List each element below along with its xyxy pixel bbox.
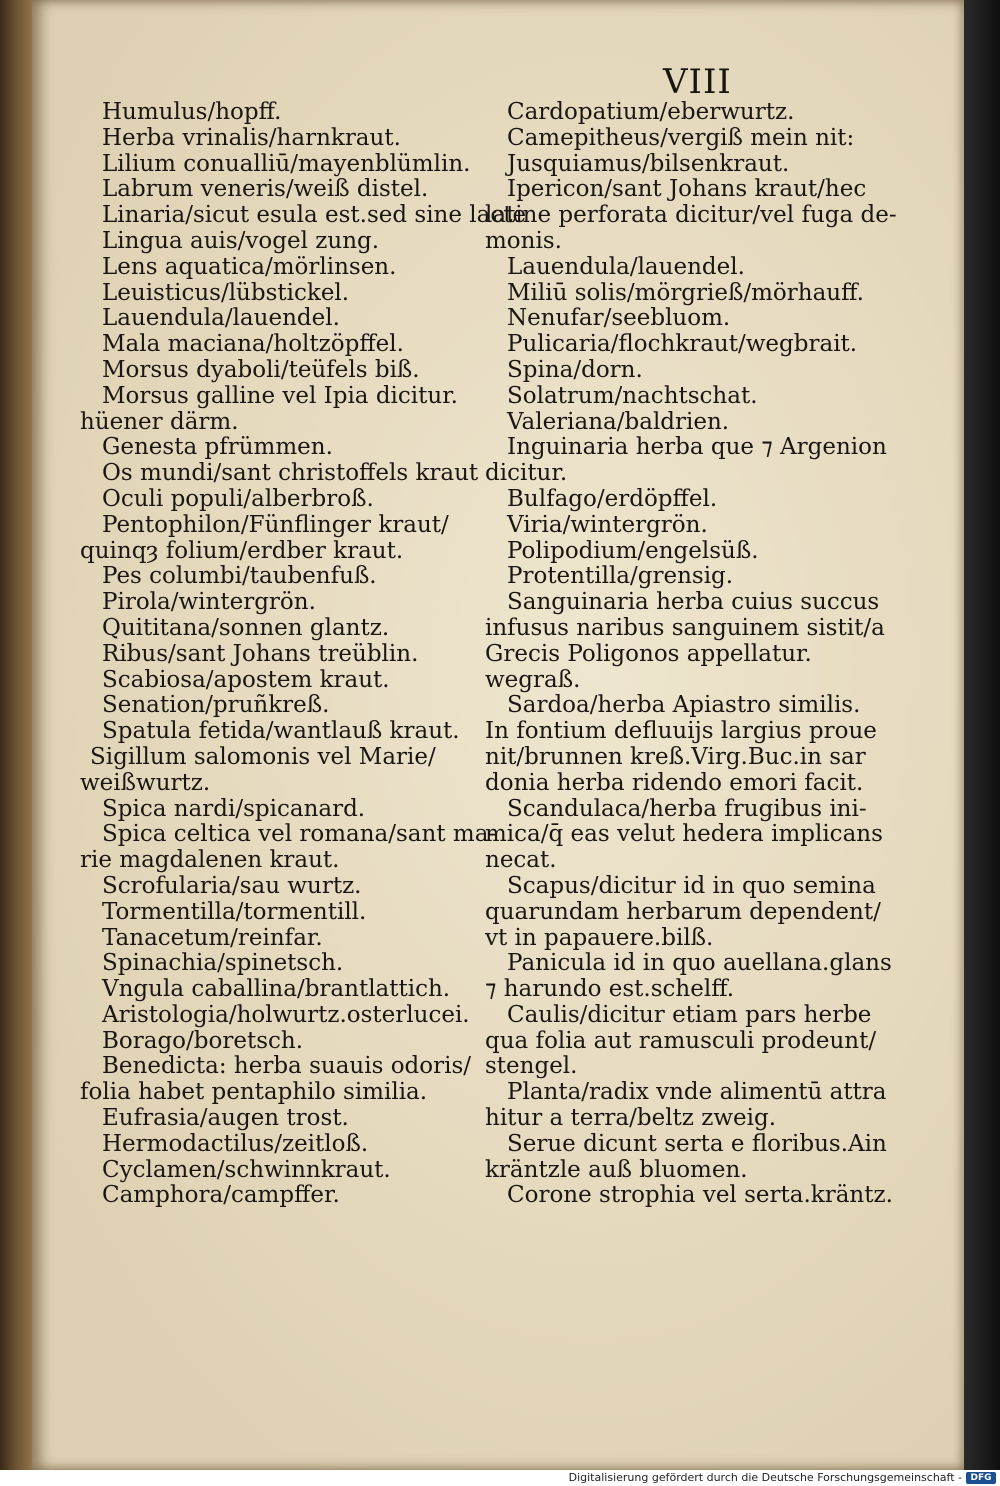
dfg-logo: DFG xyxy=(966,1472,996,1484)
text-line: quinqȝ folium/erdber kraut. xyxy=(80,537,404,564)
text-line: Panicula id in quo auellana.glans xyxy=(507,950,892,977)
text-line: ⁊ harundo est.schelff. xyxy=(485,976,735,1003)
text-line: Viria/wintergrön. xyxy=(507,511,708,538)
text-line: Vngula caballina/brantlattich. xyxy=(102,976,451,1003)
text-line: Lens aquatica/mörlinsen. xyxy=(102,253,397,280)
text-line: Os mundi/sant christoffels kraut xyxy=(102,460,479,487)
text-line: wegraß. xyxy=(485,666,581,693)
text-line: qua folia aut ramusculi prodeunt/ xyxy=(485,1027,877,1054)
footer-bar xyxy=(0,1470,1000,1486)
text-line: Ipericon/sant Johans kraut/hec xyxy=(507,176,867,203)
text-line: Lilium conualliū/mayenblümlin. xyxy=(102,150,471,177)
text-line: Eufrasia/augen trost. xyxy=(102,1105,349,1132)
text-line: Pes columbi/taubenfuß. xyxy=(102,563,377,590)
text-line: Caulis/dicitur etiam pars herbe xyxy=(507,1001,872,1028)
text-line: Borago/boretsch. xyxy=(102,1027,304,1054)
text-line: Labrum veneris/weiß distel. xyxy=(102,176,429,203)
folio-number: VIII xyxy=(663,62,732,102)
text-line: monis. xyxy=(485,227,562,254)
text-line: dicitur. xyxy=(485,460,568,487)
text-line: Protentilla/grensig. xyxy=(507,563,734,590)
text-line: Tanacetum/reinfar. xyxy=(102,924,323,951)
text-line: donia herba ridendo emori facit. xyxy=(485,769,864,796)
text-line: Spinachia/spinetsch. xyxy=(102,950,344,977)
text-line: kräntzle auß bluomen. xyxy=(485,1156,748,1183)
text-line: Spatula fetida/wantlauß kraut. xyxy=(102,718,460,745)
text-line: folia habet pentaphilo similia. xyxy=(80,1079,428,1106)
text-line: Scapus/dicitur id in quo semina xyxy=(507,872,876,899)
text-line: necat. xyxy=(485,847,557,874)
text-line: Sanguinaria herba cuius succus xyxy=(507,589,880,616)
text-line: Ribus/sant Johans treüblin. xyxy=(102,640,419,667)
text-line: Sigillum salomonis vel Marie/ xyxy=(90,743,436,770)
text-line: Mala maciana/holtzöpffel. xyxy=(102,331,404,358)
text-line: Camphora/campffer. xyxy=(102,1182,340,1209)
text-line: Lauendula/lauendel. xyxy=(102,305,340,332)
text-line: Polipodium/engelsüß. xyxy=(507,537,759,564)
text-line: latine perforata dicitur/vel fuga de- xyxy=(485,202,897,229)
text-line: Morsus dyaboli/teüfels biß. xyxy=(102,356,420,383)
text-line: Serue dicunt serta e floribus.Ain xyxy=(507,1130,887,1157)
text-line: vt in papauere.bilß. xyxy=(485,924,714,951)
text-line: weißwurtz. xyxy=(80,769,211,796)
text-line: Senation/pruñkreß. xyxy=(102,692,330,719)
text-line: Spica nardi/spicanard. xyxy=(102,795,366,822)
text-line: stengel. xyxy=(485,1053,578,1080)
text-line: rie magdalenen kraut. xyxy=(80,847,340,874)
text-line: Hermodactilus/zeitloß. xyxy=(102,1130,369,1157)
text-line: Bulfago/erdöpffel. xyxy=(507,485,718,512)
text-line: Spica celtica vel romana/sant ma- xyxy=(102,821,497,848)
text-line: Grecis Poligonos appellatur. xyxy=(485,640,812,667)
text-line: Herba vrinalis/harnkraut. xyxy=(102,124,401,151)
right-column xyxy=(485,99,897,1209)
text-line: Genesta pfrümmen. xyxy=(102,434,333,461)
text-line: Cardopatium/eberwurtz. xyxy=(507,99,795,125)
text-line: Oculi populi/alberbroß. xyxy=(102,485,374,512)
text-line: Camepitheus/vergiß mein nit: xyxy=(507,124,855,151)
text-line: Solatrum/nachtschat. xyxy=(507,382,758,409)
text-line: Jusquiamus/bilsenkraut. xyxy=(507,150,790,177)
text-line: Sardoa/herba Apiastro similis. xyxy=(507,692,861,719)
text-line: Scabiosa/apostem kraut. xyxy=(102,666,390,693)
text-line: Planta/radix vnde alimentū attra xyxy=(507,1079,887,1106)
text-line: In fontium defluuijs largius proue xyxy=(485,718,877,745)
footer-credit: Digitalisierung gefördert durch die Deutsche Forschungsgemeinschaft - xyxy=(568,1471,962,1484)
text-line: Benedicta: herba suauis odoris/ xyxy=(102,1053,472,1080)
text-line: nit/brunnen kreß.Virg.Buc.in sar xyxy=(485,743,866,770)
text-line: Morsus galline vel Ipia dicitur. xyxy=(102,382,458,409)
text-line: Tormentilla/tormentill. xyxy=(102,898,367,925)
text-line: Humulus/hopff. xyxy=(102,99,282,125)
scan-border xyxy=(964,0,1000,1470)
text-line: Quititana/sonnen glantz. xyxy=(102,614,390,641)
text-line: Linaria/sicut esula est.sed sine lacte xyxy=(102,202,527,229)
text-line: hitur a terra/beltz zweig. xyxy=(485,1105,777,1132)
text-line: Pirola/wintergrön. xyxy=(102,589,316,616)
text-line: Leuisticus/lübstickel. xyxy=(102,279,350,306)
text-line: Lingua auis/vogel zung. xyxy=(102,227,380,254)
text-line: mica/q̄ eas velut hedera implicans xyxy=(485,821,883,848)
text-line: infusus naribus sanguinem sistit/a xyxy=(485,614,885,641)
text-line: Scrofularia/sau wurtz. xyxy=(102,872,362,899)
text-line: Lauendula/lauendel. xyxy=(507,253,745,280)
text-line: Nenufar/seebluom. xyxy=(507,305,731,332)
text-line: Pentophilon/Fünflinger kraut/ xyxy=(102,511,449,538)
text-line: Spina/dorn. xyxy=(507,356,643,383)
text-line: Scandulaca/herba frugibus ini- xyxy=(507,795,867,822)
text-line: Pulicaria/flochkraut/wegbrait. xyxy=(507,331,858,358)
text-line: hüener därm. xyxy=(80,408,239,435)
text-line: Corone strophia vel serta.kräntz. xyxy=(507,1182,893,1209)
text-line: Valeriana/baldrien. xyxy=(507,408,730,435)
text-line: Cyclamen/schwinnkraut. xyxy=(102,1156,391,1183)
text-line: Inguinaria herba que ⁊ Argenion xyxy=(507,434,887,461)
text-line: quarundam herbarum dependent/ xyxy=(485,898,881,925)
text-line: Aristologia/holwurtz.osterlucei. xyxy=(102,1001,470,1028)
text-line: Miliū solis/mörgrieß/mörhauff. xyxy=(507,279,864,306)
